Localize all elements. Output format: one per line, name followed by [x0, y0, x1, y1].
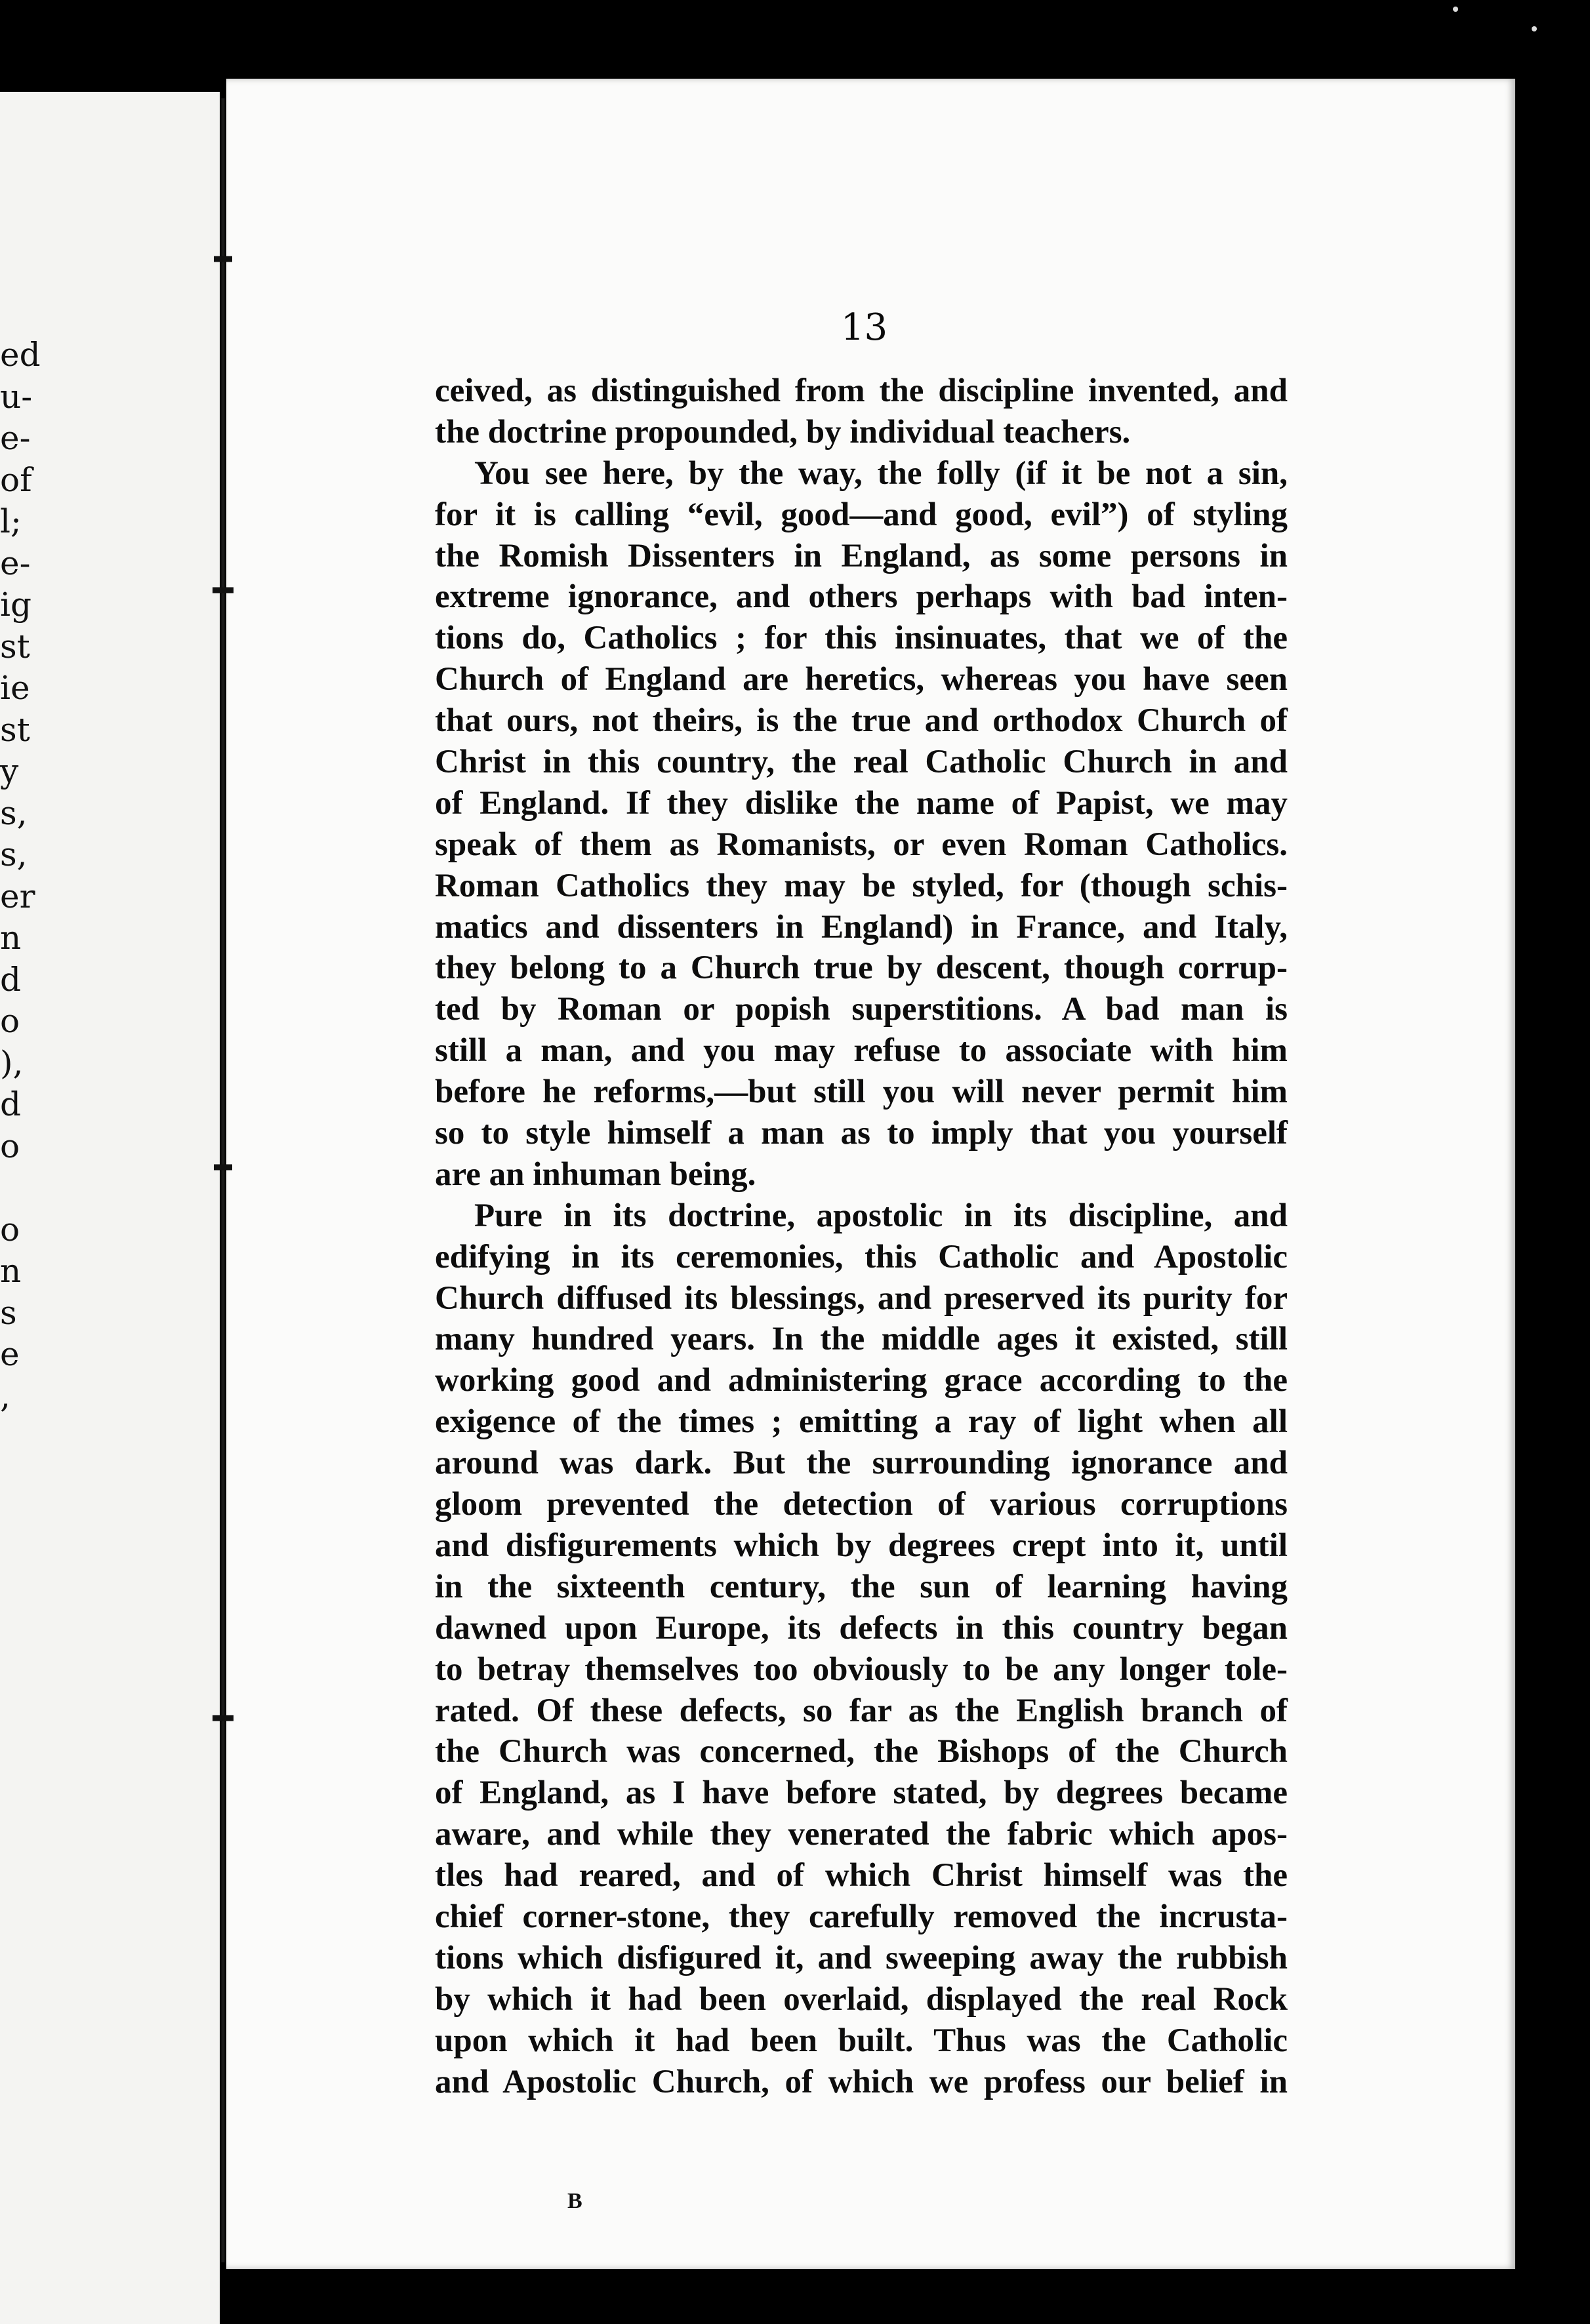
- text-line: edifying in its ceremonies, this Catholic and Apostolic: [435, 1238, 1288, 1275]
- text-line: ceived, as distinguished from the discipline invented, and: [435, 372, 1288, 409]
- left-page-fragment: n: [0, 919, 22, 957]
- left-page-edge: [0, 92, 220, 2324]
- left-page-fragment: st: [0, 710, 30, 749]
- text-line: the Romish Dissenters in England, as some persons in: [435, 537, 1288, 574]
- left-page-fragment: st: [0, 627, 30, 666]
- text-line: Church of England are heretics, whereas you have seen: [435, 661, 1288, 698]
- text-line: rated. Of these defects, so far as the English branch of: [435, 1692, 1288, 1729]
- left-page-fragment: e-: [0, 544, 31, 582]
- text-line: of England, as I have before stated, by degrees became: [435, 1774, 1288, 1812]
- text-line: gloom prevented the detection of various corruptions: [435, 1486, 1288, 1523]
- text-line: speak of them as Romanists, or even Roman Catholics.: [435, 826, 1288, 863]
- signature-mark: B: [567, 2189, 582, 2213]
- text-line: Pure in its doctrine, apostolic in its discipline, and: [474, 1197, 1288, 1234]
- left-page-fragment: s,: [0, 835, 28, 873]
- text-line: Church diffused its blessings, and preserved its purity for: [435, 1279, 1288, 1317]
- left-page-fragment: n: [0, 1252, 22, 1290]
- text-line: and Apostolic Church, of which we profess our belief in: [435, 2063, 1288, 2100]
- left-page-fragment: y: [0, 752, 19, 790]
- left-page-fragment: of: [0, 460, 32, 499]
- binding-thread: [211, 98, 235, 2262]
- text-line: extreme ignorance, and others perhaps with bad inten-: [435, 578, 1288, 616]
- left-page-fragment: e-: [0, 419, 31, 457]
- text-line: are an inhuman being.: [435, 1155, 756, 1193]
- text-line: exigence of the times ; emitting a ray of light when all: [435, 1403, 1288, 1441]
- text-line: the doctrine propounded, by individual teachers.: [435, 413, 1131, 451]
- text-line: still a man, and you may refuse to associate with him: [435, 1032, 1288, 1070]
- binding-thread-graphic: [211, 98, 235, 2262]
- text-line: dawned upon Europe, its defects in this country began: [435, 1609, 1288, 1647]
- text-line: before he reforms,—but still you will never permit him: [435, 1073, 1288, 1111]
- text-line: so to style himself a man as to imply that you yourself: [435, 1115, 1288, 1152]
- text-line: for it is calling “evil, good—and good, evil”) of styling: [435, 496, 1288, 533]
- text-line: the Church was concerned, the Bishops of the Church: [435, 1733, 1288, 1771]
- left-page-fragment: o: [0, 1210, 20, 1249]
- left-page-fragment: ig: [0, 586, 31, 624]
- left-page-fragment: d: [0, 960, 22, 999]
- text-line: You see here, by the way, the folly (if it be not a sin,: [474, 454, 1288, 492]
- text-line: and disfigurements which by degrees crept into it, until: [435, 1527, 1288, 1564]
- text-line: that ours, not theirs, is the true and orthodox Church of: [435, 702, 1288, 740]
- text-line: upon which it had been built. Thus was the Catholic: [435, 2022, 1288, 2059]
- left-page-fragment: er: [0, 877, 35, 915]
- left-page-fragment: [0, 1167, 85, 1209]
- left-page-fragment: d: [0, 1085, 22, 1123]
- text-line: working good and administering grace according to the: [435, 1362, 1288, 1399]
- text-line: matics and dissenters in England) in France, and Italy,: [435, 908, 1288, 946]
- left-page-fragment: ed: [0, 336, 41, 374]
- left-page-fragment: s,: [0, 793, 28, 832]
- text-line: to betray themselves too obviously to be any longer tole-: [435, 1651, 1288, 1688]
- text-line: they belong to a Church true by descent, though corrup-: [435, 950, 1288, 987]
- left-page-text-fragments: [0, 334, 85, 1417]
- left-page-fragment: e: [0, 1335, 20, 1373]
- text-line: Roman Catholics they may be styled, for (though schis-: [435, 867, 1288, 904]
- text-line: many hundred years. In the middle ages it existed, still: [435, 1321, 1288, 1358]
- left-page-fragment: o: [0, 1127, 20, 1165]
- text-line: tions which disfigured it, and sweeping away the rubbish: [435, 1939, 1288, 1976]
- dust-speck: [1532, 26, 1537, 31]
- left-page-fragment: u-: [0, 377, 33, 416]
- text-line: aware, and while they venerated the fabric which apos-: [435, 1816, 1288, 1853]
- left-page-fragment: o: [0, 1002, 20, 1040]
- left-page-fragment: s: [0, 1293, 17, 1332]
- left-page-fragment: ie: [0, 669, 30, 707]
- left-page-fragment: ),: [0, 1043, 24, 1082]
- text-line: tles had reared, and of which Christ himself was the: [435, 1857, 1288, 1894]
- dust-speck: [1453, 7, 1458, 12]
- text-line: tions do, Catholics ; for this insinuates, that we of the: [435, 620, 1288, 657]
- text-line: Christ in this country, the real Catholic Church in and: [435, 744, 1288, 781]
- book-page: [226, 79, 1515, 2269]
- text-line: by which it had been overlaid, displayed the real Rock: [435, 1980, 1288, 2018]
- text-line: ted by Roman or popish superstitions. A bad man is: [435, 991, 1288, 1028]
- body-text: [435, 371, 1288, 2102]
- text-line: around was dark. But the surrounding ignorance and: [435, 1445, 1288, 1482]
- text-line: in the sixteenth century, the sun of learning having: [435, 1568, 1288, 1605]
- text-line: chief corner-stone, they carefully removed the incrusta-: [435, 1898, 1288, 1935]
- left-page-fragment: l;: [0, 502, 22, 540]
- page-number: 13: [840, 306, 888, 349]
- text-line: of England. If they dislike the name of Papist, we may: [435, 784, 1288, 822]
- left-page-fragment: ,: [0, 1376, 10, 1415]
